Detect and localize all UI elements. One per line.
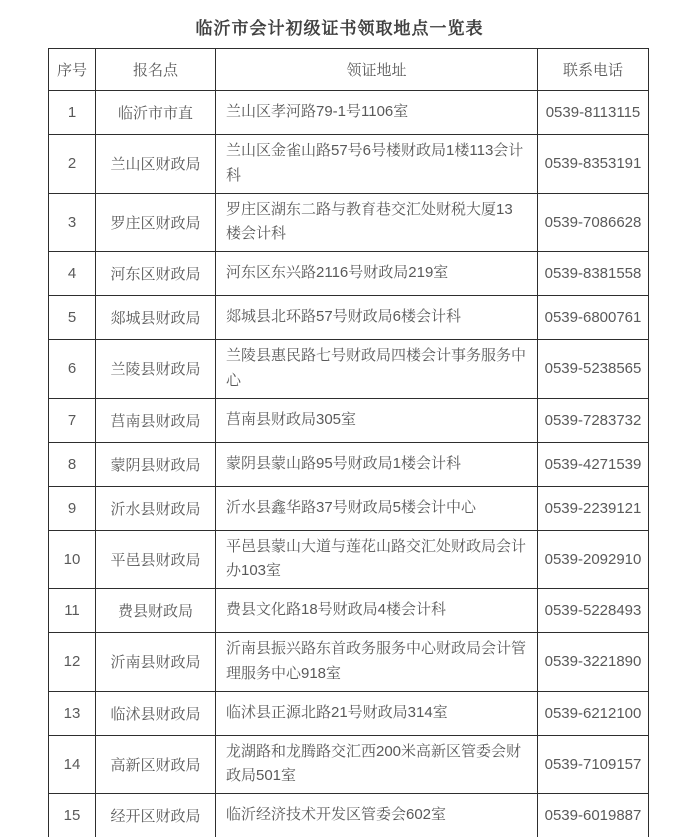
cell-no: 15: [49, 794, 96, 837]
cell-address: 河东区东兴路2116号财政局219室: [216, 252, 538, 296]
table-row: [49, 486, 649, 530]
table-row: [49, 340, 649, 399]
cell-no: 11: [49, 589, 96, 633]
cell-phone: 0539-8113115: [538, 91, 649, 135]
cell-no: 3: [49, 193, 96, 252]
cell-address: 龙湖路和龙腾路交汇西200米高新区管委会财政局501室: [216, 735, 538, 794]
cell-point: 郯城县财政局: [96, 296, 216, 340]
table-row: [49, 633, 649, 692]
table-row: [49, 135, 649, 194]
cell-address: 罗庄区湖东二路与教育巷交汇处财税大厦13楼会计科: [216, 193, 538, 252]
cell-point: 临沂市市直: [96, 91, 216, 135]
cell-phone: 0539-8381558: [538, 252, 649, 296]
table-row: [49, 691, 649, 735]
header-row: [49, 49, 649, 91]
cell-point: 经开区财政局: [96, 794, 216, 837]
cell-point: 兰陵县财政局: [96, 340, 216, 399]
cell-address: 兰陵县惠民路七号财政局四楼会计事务服务中心: [216, 340, 538, 399]
cell-phone: 0539-8353191: [538, 135, 649, 194]
cell-phone: 0539-6212100: [538, 691, 649, 735]
cell-no: 4: [49, 252, 96, 296]
cell-point: 莒南县财政局: [96, 398, 216, 442]
page-title: 临沂市会计初级证书领取地点一览表: [195, 19, 484, 38]
cell-address: 沂水县鑫华路37号财政局5楼会计中心: [216, 486, 538, 530]
cell-point: 沂南县财政局: [96, 633, 216, 692]
cell-phone: 0539-6019887: [538, 794, 649, 837]
cell-point: 沂水县财政局: [96, 486, 216, 530]
cell-point: 费县财政局: [96, 589, 216, 633]
table-row: [49, 442, 649, 486]
cell-phone: 0539-7086628: [538, 193, 649, 252]
cell-no: 5: [49, 296, 96, 340]
table-row: [49, 91, 649, 135]
table-row: [49, 589, 649, 633]
cell-address: 莒南县财政局305室: [216, 398, 538, 442]
cell-no: 6: [49, 340, 96, 399]
table-row: [49, 530, 649, 589]
cell-address: 临沭县正源北路21号财政局314室: [216, 691, 538, 735]
table-row: [49, 296, 649, 340]
cell-point: 高新区财政局: [96, 735, 216, 794]
cell-phone: 0539-3221890: [538, 633, 649, 692]
table-row: [49, 193, 649, 252]
header-point: 报名点: [96, 49, 216, 91]
table-body: [49, 91, 649, 837]
header-phone: 联系电话: [538, 49, 649, 91]
cell-point: 平邑县财政局: [96, 530, 216, 589]
cell-no: 8: [49, 442, 96, 486]
cell-phone: 0539-7283732: [538, 398, 649, 442]
cell-address: 兰山区金雀山路57号6号楼财政局1楼113会计科: [216, 135, 538, 194]
cell-phone: 0539-5238565: [538, 340, 649, 399]
table-row: [49, 398, 649, 442]
cell-phone: 0539-2092910: [538, 530, 649, 589]
table-row: [49, 252, 649, 296]
table-row: [49, 735, 649, 794]
table-header: [49, 49, 649, 91]
header-no: 序号: [49, 49, 96, 91]
cell-address: 兰山区孝河路79-1号1106室: [216, 91, 538, 135]
cell-no: 14: [49, 735, 96, 794]
cell-phone: 0539-4271539: [538, 442, 649, 486]
cell-no: 9: [49, 486, 96, 530]
cell-point: 罗庄区财政局: [96, 193, 216, 252]
cell-no: 10: [49, 530, 96, 589]
cell-address: 蒙阴县蒙山路95号财政局1楼会计科: [216, 442, 538, 486]
cell-no: 2: [49, 135, 96, 194]
cell-point: 临沭县财政局: [96, 691, 216, 735]
cell-point: 蒙阴县财政局: [96, 442, 216, 486]
cell-address: 郯城县北环路57号财政局6楼会计科: [216, 296, 538, 340]
cell-point: 兰山区财政局: [96, 135, 216, 194]
cell-address: 沂南县振兴路东首政务服务中心财政局会计管理服务中心918室: [216, 633, 538, 692]
cell-phone: 0539-2239121: [538, 486, 649, 530]
cell-no: 7: [49, 398, 96, 442]
cell-point: 河东区财政局: [96, 252, 216, 296]
table-row: [49, 794, 649, 837]
cert-locations-table: [48, 48, 649, 837]
cell-phone: 0539-5228493: [538, 589, 649, 633]
cell-no: 12: [49, 633, 96, 692]
cell-no: 1: [49, 91, 96, 135]
cell-address: 平邑县蒙山大道与莲花山路交汇处财政局会计办103室: [216, 530, 538, 589]
cell-phone: 0539-7109157: [538, 735, 649, 794]
cell-address: 临沂经济技术开发区管委会602室: [216, 794, 538, 837]
cell-address: 费县文化路18号财政局4楼会计科: [216, 589, 538, 633]
cell-no: 13: [49, 691, 96, 735]
cell-phone: 0539-6800761: [538, 296, 649, 340]
header-address: 领证地址: [216, 49, 538, 91]
